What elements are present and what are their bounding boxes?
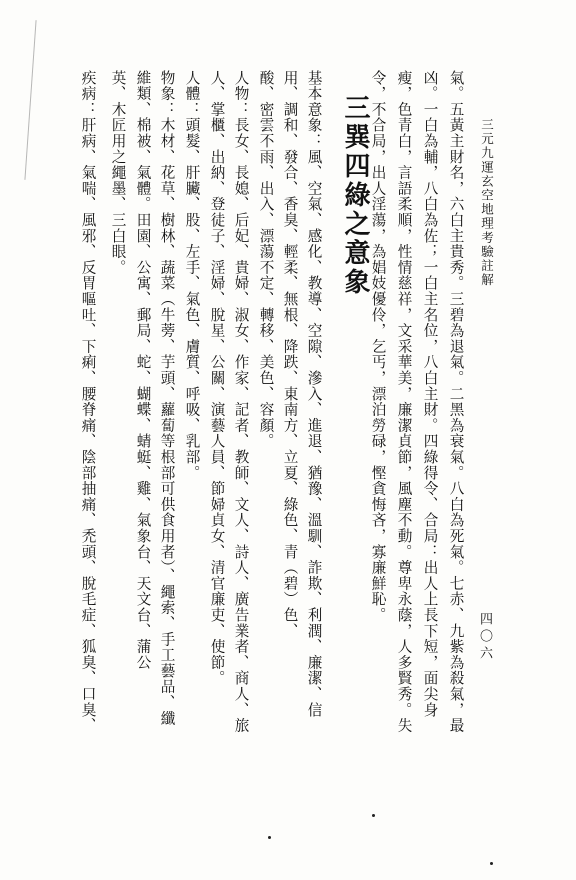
scan-speck xyxy=(490,862,493,865)
text-column-13: 英、木匠用之繩墨、三白眼。 xyxy=(109,70,127,276)
text-column-4: 令，不合局，出人淫蕩，為娼妓優伶，乞丐，漂泊勞碌，慳貪悔吝，寡廉鮮恥。 xyxy=(369,70,387,623)
text-column-14: 疾病：肝病、氣喘、風邪、反胃嘔吐、下痢、腰脊痛、陰部抽痛、禿頭、脫毛症、狐臭、口臭、 xyxy=(79,70,97,734)
text-column-7: 酸、密雲不雨、出入、漂蕩不定、轉移、美色、容顏。 xyxy=(257,70,275,450)
text-column-10: 人體：頭髮、肝臟、股、左手、氣色、膚質、呼吸、乳部。 xyxy=(183,70,201,481)
scan-speck xyxy=(372,814,375,817)
text-column-3: 瘦，色青白，言語柔順，性情慈祥，文采華美，廉潔貞節，風塵不動。尊卑永蔭，人多賢秀。失 xyxy=(395,70,413,734)
scan-edge-mark xyxy=(24,20,36,180)
text-column-2: 凶。一白為輔，八白為佐；一白主名位，八白主財。四綠得令、合局：出人上長下短，面尖身 xyxy=(421,70,439,718)
text-column-12: 維類、棉被、氣體。田園、公寓、郵局、蛇、蝴蝶、蜻蜓、雞、氣象台、天文台、蒲公 xyxy=(134,70,152,671)
text-column-1: 氣。五黃主財名，六白主貴秀。三碧為退氣。二黑為衰氣。八白為死氣。七赤、九紫為殺氣，最 xyxy=(447,70,465,734)
text-column-6: 用、調和、發合、香臭、輕柔、無根、降跌、東南方、立夏、綠色、青（碧）色、 xyxy=(281,70,299,639)
text-column-9: 人、掌櫃、出納、登徒子、淫婦、脫星、公關、演藝人員、節婦貞女、清官廉吏、使節。 xyxy=(208,70,226,687)
book-title-header: 三元九運玄空地理考驗註解 xyxy=(479,118,495,288)
text-column-11: 物象：木材、花草、樹林、蔬菜（牛蒡、芋頭、蘿蔔等根部可供食用者）、繩索、手工藝品、纖 xyxy=(158,70,176,727)
scan-speck xyxy=(268,836,271,839)
text-column-5: 基本意象：風、空氣、感化、教導、空隙、滲入、進退、猶豫、溫馴、詐欺、利潤、廉潔、信 xyxy=(305,70,323,718)
section-heading: 三巽四綠之意象 xyxy=(340,94,370,297)
page-number: 四〇六 xyxy=(477,612,492,663)
text-column-8: 人物：長女、長媳、后妃、貴婦、淑女、作家、記者、教師、文人、詩人、廣告業者、商人、旅 xyxy=(232,70,250,734)
